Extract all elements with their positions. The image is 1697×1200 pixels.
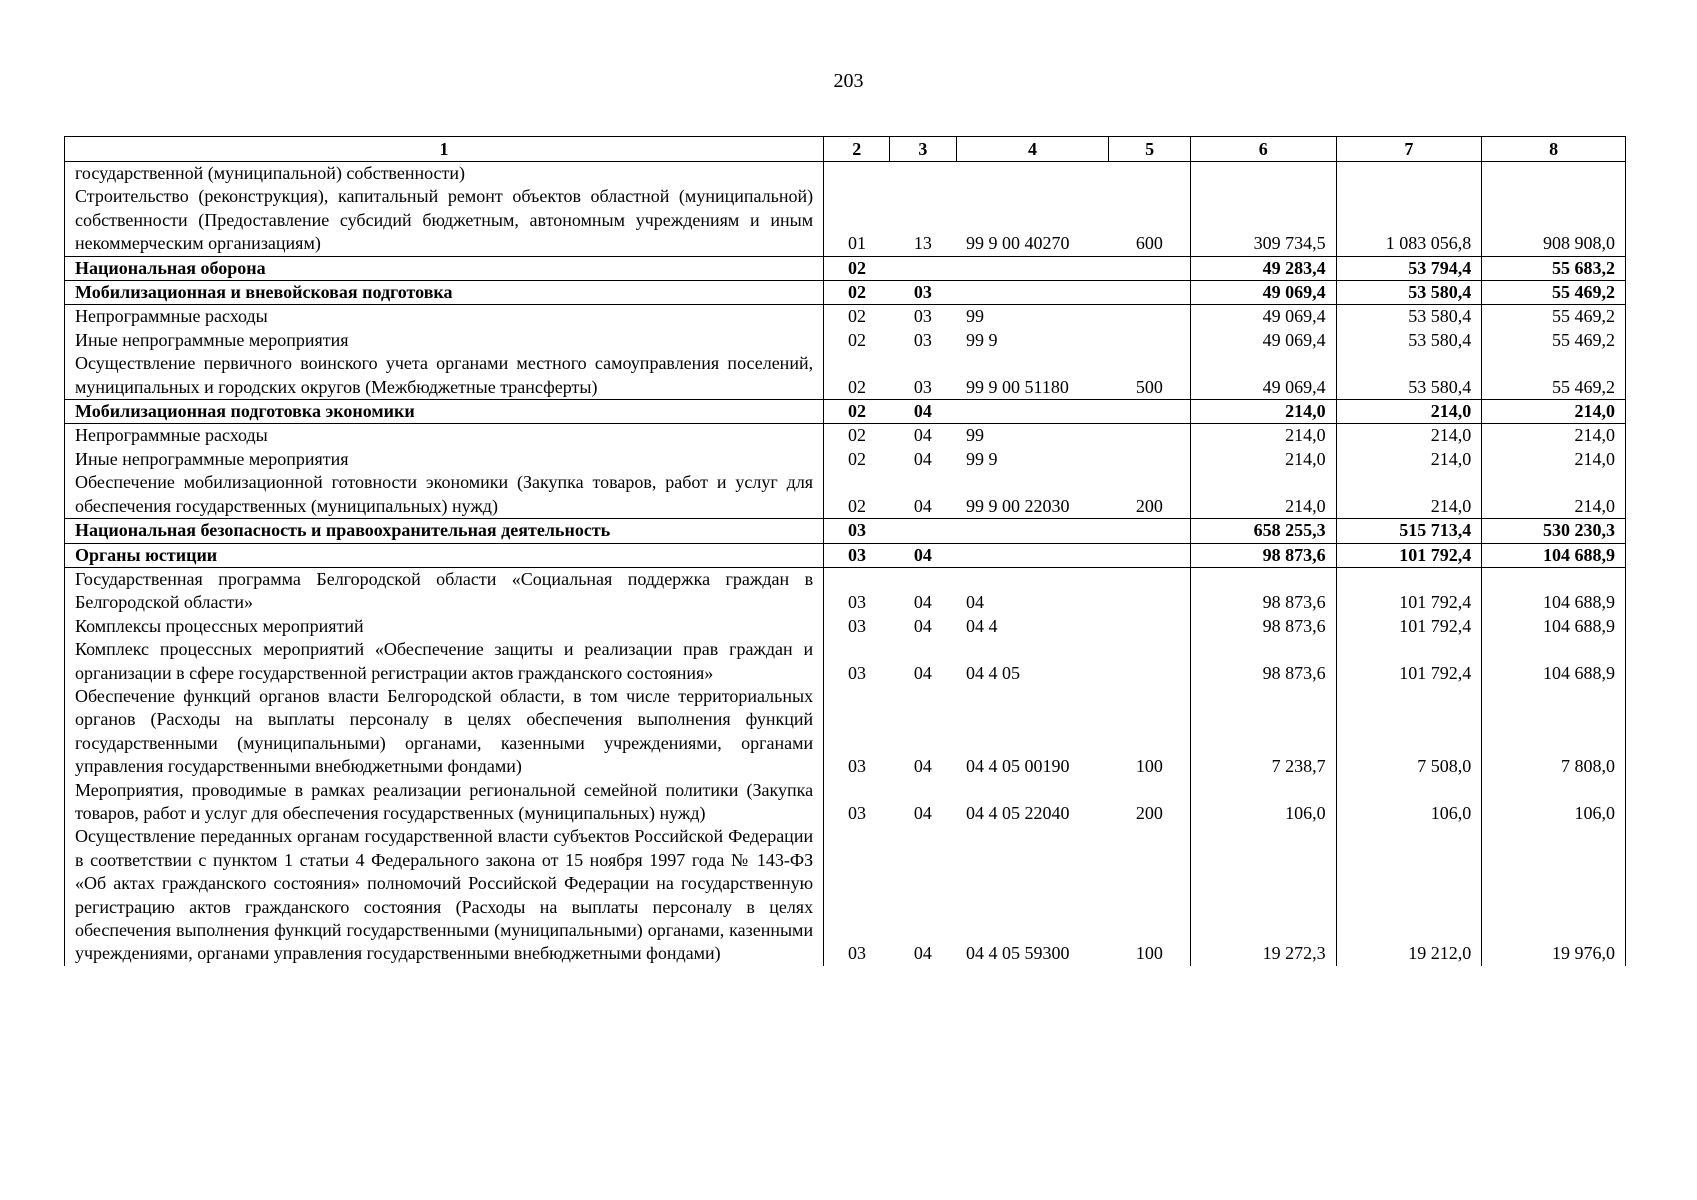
subsection-code-cell: 04 [913,756,932,777]
target-article-cell [956,400,1109,424]
target-article-cell: 04 4 05 22040 [966,802,1070,823]
amount-col8-cell: 214,0 [1482,471,1626,518]
section-code-cell: 03 [824,779,890,826]
amount-col6-cell: 658 255,3 [1190,519,1336,543]
table-row [65,567,1626,614]
amount-col6-cell: 98 873,6 [1190,638,1336,685]
expense-type-cell [1109,281,1191,305]
target-article-cell: 04 4 [966,615,998,636]
subsection-code-cell: 03 [913,329,932,350]
section-code-cell: 02 [824,352,890,399]
table-row [65,638,1626,685]
row-name-cell: Иные непрограммные мероприятия [65,329,824,352]
amount-col6-cell: 7 238,7 [1190,685,1336,779]
row-name-cell: Иные непрограммные мероприятия [65,448,824,471]
amount-col6-cell: 214,0 [1190,424,1336,448]
subsection-code-cell: 04 [913,802,932,823]
expense-type-cell [1109,519,1191,543]
table-row [65,185,1626,256]
subsection-code-cell: 04 [913,448,932,469]
amount-col6-cell: 214,0 [1190,471,1336,518]
expense-type-cell: 100 [1109,825,1191,965]
subsection-code-cell [890,162,956,186]
section-code-cell: 03 [824,567,890,614]
table-section-row [65,256,1626,280]
expense-type-cell [1109,567,1191,614]
section-code-cell: 02 [824,281,890,305]
table-row [65,448,1626,471]
target-article-cell [956,162,1109,186]
amount-col7-cell: 515 713,4 [1336,519,1482,543]
table-row [65,305,1626,329]
table-row [65,352,1626,399]
expense-type-cell [1109,638,1191,685]
section-code-cell [824,162,890,186]
section-code-cell: 02 [824,448,890,471]
expense-type-cell: 200 [1109,779,1191,826]
table-row [65,615,1626,638]
amount-col7-cell: 53 794,4 [1336,256,1482,280]
amount-col8-cell: 530 230,3 [1482,519,1626,543]
amount-col8-cell: 55 469,2 [1482,305,1626,329]
amount-col7-cell: 101 792,4 [1336,567,1482,614]
row-name-cell: Национальная безопасность и правоохранительная деятельность [65,519,824,543]
expense-type-cell [1109,256,1191,280]
table-row [65,424,1626,448]
column-header: 7 [1336,137,1482,162]
row-name-cell: Осуществление первичного воинского учета органами местного самоуправления поселений, муниципальных и городских округов (Межбюджетные трансферты) [65,352,824,399]
target-article-cell: 99 9 00 51180 [966,376,1069,397]
row-name-cell: Строительство (реконструкция), капитальный ремонт объектов областной (муниципальной) собственности (Предоставление субсидий бюджетным, автономным учреждениям и иным некоммерческим организациям) [65,185,824,256]
expense-type-cell: 500 [1109,352,1191,399]
row-name-cell: Обеспечение мобилизационной готовности экономики (Закупка товаров, работ и услуг для обеспечения государственных (муниципальных) нужд) [65,471,824,518]
amount-col6-cell: 309 734,5 [1190,185,1336,256]
row-name-cell: Национальная оборона [65,256,824,280]
table-row [65,471,1626,518]
page-number: 203 [833,70,864,92]
amount-col8-cell: 104 688,9 [1482,615,1626,638]
target-article-cell: 04 4 05 59300 [966,943,1070,964]
amount-col6-cell: 98 873,6 [1190,615,1336,638]
amount-col6-cell: 49 069,4 [1190,305,1336,329]
subsection-code-cell: 03 [913,306,932,327]
amount-col6-cell: 49 069,4 [1190,281,1336,305]
section-code-cell: 03 [824,519,890,543]
target-article-cell: 04 4 05 00190 [966,756,1070,777]
amount-col7-cell: 7 508,0 [1336,685,1482,779]
table-section-row [65,543,1626,567]
section-code-cell: 02 [824,256,890,280]
target-article-cell: 99 9 [966,448,998,469]
subsection-code-cell [890,519,956,543]
row-name-cell: Мероприятия, проводимые в рамках реализации региональной семейной политики (Закупка товаров, работ и услуг для обеспечения государственных (муниципальных) нужд) [65,779,824,826]
table-section-row [65,400,1626,424]
amount-col8-cell: 214,0 [1482,424,1626,448]
target-article-cell [956,519,1109,543]
amount-col7-cell: 101 792,4 [1336,638,1482,685]
table-row [65,825,1626,965]
amount-col6-cell: 49 069,4 [1190,329,1336,352]
amount-col6-cell: 49 283,4 [1190,256,1336,280]
section-code-cell: 02 [824,424,890,448]
amount-col7-cell: 53 580,4 [1336,281,1482,305]
amount-col6-cell: 98 873,6 [1190,543,1336,567]
expense-type-cell [1109,424,1191,448]
row-name-cell: государственной (муниципальной) собственности) [65,162,824,186]
amount-col6-cell: 214,0 [1190,448,1336,471]
expense-type-cell: 600 [1109,185,1191,256]
amount-col7-cell: 1 083 056,8 [1336,185,1482,256]
target-article-cell: 04 [966,592,985,613]
subsection-code-cell: 04 [913,943,932,964]
target-article-cell: 99 9 00 22030 [966,495,1070,516]
amount-col7-cell: 53 580,4 [1336,329,1482,352]
amount-col8-cell: 106,0 [1482,779,1626,826]
amount-col7-cell: 101 792,4 [1336,543,1482,567]
amount-col8-cell: 55 469,2 [1482,352,1626,399]
amount-col8-cell: 214,0 [1482,400,1626,424]
column-header: 3 [890,137,956,162]
amount-col7-cell: 214,0 [1336,400,1482,424]
subsection-code-cell: 04 [890,400,956,424]
target-article-cell: 99 9 00 40270 [966,233,1070,254]
amount-col7-cell [1336,162,1482,186]
subsection-code-cell: 04 [913,662,932,683]
row-name-cell: Комплексы процессных мероприятий [65,615,824,638]
row-name-cell: Осуществление переданных органам государственной власти субъектов Российской Федерации в соответствии с пунктом 1 статьи 4 Федерального закона от 15 ноября 1997 года № 143-ФЗ «Об актах гражданского состояния» полномочий Российской Федерации на государственную регистрацию актов гражданского состояния (Расходы на выплаты персоналу в целях обеспечения выполнения функций государственными (муниципальными) органами, казенными учреждениями, органами управления государственными внебюджетными фондами) [65,825,824,965]
expense-type-cell [1109,400,1191,424]
section-code-cell: 03 [824,615,890,638]
amount-col8-cell: 55 683,2 [1482,256,1626,280]
target-article-cell: 99 [966,306,985,327]
expense-type-cell [1109,329,1191,352]
amount-col8-cell [1482,162,1626,186]
subsection-code-cell: 04 [913,425,932,446]
amount-col7-cell: 214,0 [1336,471,1482,518]
amount-col8-cell: 104 688,9 [1482,638,1626,685]
table-row [65,685,1626,779]
table-body [65,162,1626,966]
header-row [65,137,1626,162]
column-header: 8 [1482,137,1626,162]
column-header: 6 [1190,137,1336,162]
column-header: 2 [824,137,890,162]
amount-col7-cell: 214,0 [1336,448,1482,471]
amount-col6-cell: 214,0 [1190,400,1336,424]
target-article-cell [956,543,1109,567]
amount-col8-cell: 55 469,2 [1482,281,1626,305]
row-name-cell: Обеспечение функций органов власти Белгородской области, в том числе территориальных органов (Расходы на выплаты персоналу в целях обеспечения выполнения функций государственными (муниципальными) органами, казенными учреждениями, органами управления государственными внебюджетными фондами) [65,685,824,779]
subsection-code-cell: 03 [890,281,956,305]
amount-col8-cell: 104 688,9 [1482,543,1626,567]
amount-col7-cell: 214,0 [1336,424,1482,448]
amount-col7-cell: 19 212,0 [1336,825,1482,965]
amount-col8-cell: 214,0 [1482,448,1626,471]
expense-type-cell: 200 [1109,471,1191,518]
target-article-cell [956,281,1109,305]
amount-col7-cell: 101 792,4 [1336,615,1482,638]
expense-type-cell: 100 [1109,685,1191,779]
column-header: 1 [65,137,824,162]
subsection-code-cell: 04 [913,592,932,613]
subsection-code-cell [890,256,956,280]
amount-col7-cell: 53 580,4 [1336,305,1482,329]
row-name-cell: Мобилизационная и вневойсковая подготовка [65,281,824,305]
expense-type-cell [1109,162,1191,186]
expense-type-cell [1109,448,1191,471]
row-name-cell: Мобилизационная подготовка экономики [65,400,824,424]
section-code-cell: 02 [824,305,890,329]
target-article-cell: 99 9 [966,329,998,350]
target-article-cell [956,256,1109,280]
subsection-code-cell: 03 [913,376,932,397]
section-code-cell: 03 [824,638,890,685]
row-name-cell: Непрограммные расходы [65,305,824,329]
amount-col7-cell: 53 580,4 [1336,352,1482,399]
amount-col6-cell: 98 873,6 [1190,567,1336,614]
section-code-cell: 03 [824,685,890,779]
subsection-code-cell: 04 [913,615,932,636]
section-code-cell: 01 [824,185,890,256]
amount-col7-cell: 106,0 [1336,779,1482,826]
amount-col6-cell: 19 272,3 [1190,825,1336,965]
section-code-cell: 02 [824,329,890,352]
amount-col8-cell: 55 469,2 [1482,329,1626,352]
amount-col6-cell [1190,162,1336,186]
expense-type-cell [1109,543,1191,567]
table-row [65,162,1626,186]
row-name-cell: Органы юстиции [65,543,824,567]
target-article-cell: 04 4 05 [966,662,1021,683]
section-code-cell: 03 [824,543,890,567]
subsection-code-cell: 04 [890,543,956,567]
subsection-code-cell: 04 [913,495,932,516]
target-article-cell: 99 [966,425,985,446]
table-row [65,779,1626,826]
expense-type-cell [1109,615,1191,638]
section-code-cell: 02 [824,471,890,518]
amount-col6-cell: 49 069,4 [1190,352,1336,399]
table-section-row [65,519,1626,543]
subsection-code-cell: 13 [913,233,932,254]
row-name-cell: Непрограммные расходы [65,424,824,448]
table-row [65,329,1626,352]
section-code-cell: 02 [824,400,890,424]
table-section-row [65,281,1626,305]
section-code-cell: 03 [824,825,890,965]
amount-col8-cell: 19 976,0 [1482,825,1626,965]
column-header: 4 [956,137,1109,162]
expense-type-cell [1109,305,1191,329]
amount-col6-cell: 106,0 [1190,779,1336,826]
amount-col8-cell: 908 908,0 [1482,185,1626,256]
budget-table [64,136,1626,966]
row-name-cell: Комплекс процессных мероприятий «Обеспечение защиты и реализации прав граждан и организации в сфере государственной регистрации актов гражданского состояния» [65,638,824,685]
row-name-cell: Государственная программа Белгородской области «Социальная поддержка граждан в Белгородской области» [65,567,824,614]
amount-col8-cell: 104 688,9 [1482,567,1626,614]
column-header: 5 [1109,137,1191,162]
amount-col8-cell: 7 808,0 [1482,685,1626,779]
